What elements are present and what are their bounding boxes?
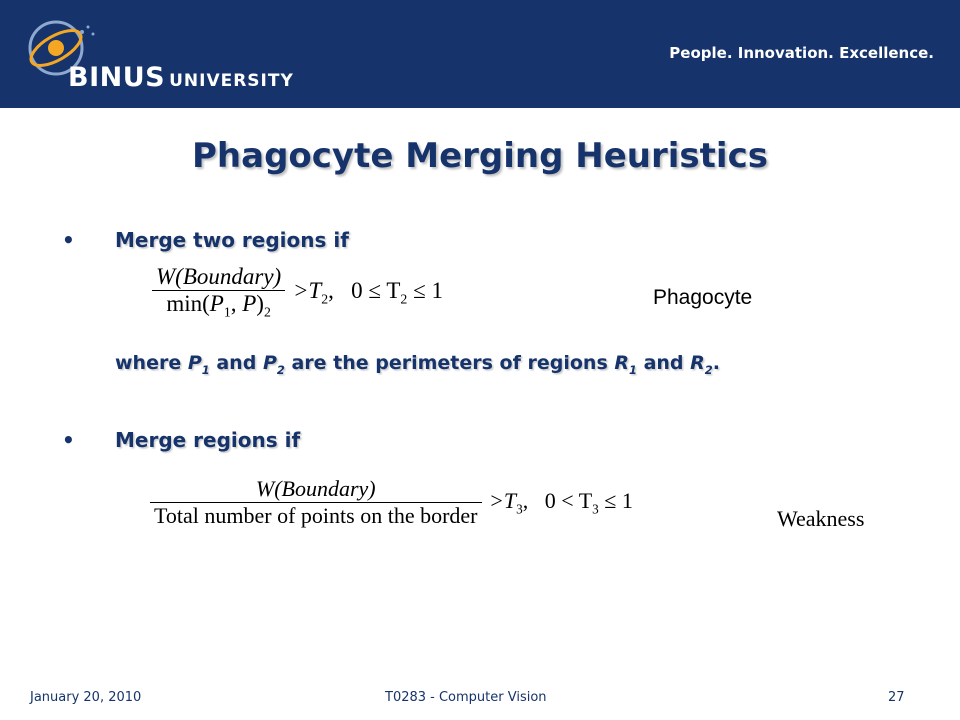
footer-course: T0283 - Computer Vision — [385, 690, 547, 705]
footer-date: January 20, 2010 — [30, 690, 142, 705]
formula-2: $\frac{\text{W(Boundary)}}{\text{Total number of points on the border}}$ $>T_3$, $0 < T_3 \le 1$ — [150, 476, 633, 529]
bullet-1-text: Merge two regions if — [115, 228, 349, 252]
brand-name: BINUS UNIVERSITY — [68, 62, 294, 93]
formula-1: $\frac{\text{W(Boundary)}}{\min(P_1, P)_2}$ $>T_2$, $0 \le T_2 \le 1$ — [152, 264, 443, 321]
bullet-dot-1: • — [62, 228, 75, 252]
tagline: People. Innovation. Excellence. — [669, 44, 934, 62]
slide-title: Phagocyte Merging Heuristics — [192, 136, 768, 176]
bullet-dot-2: • — [62, 428, 75, 452]
footer-page-number: 27 — [888, 690, 905, 705]
bullet-2-text: Merge regions if — [115, 428, 301, 452]
phagocyte-label: Phagocyte — [653, 286, 753, 309]
where-line: where $P_1$ and $P_2$ are the perimeters of regions $R_1$ and $R_2$. — [115, 352, 720, 377]
header-bar — [0, 0, 960, 108]
weakness-label: Weakness — [777, 506, 865, 531]
